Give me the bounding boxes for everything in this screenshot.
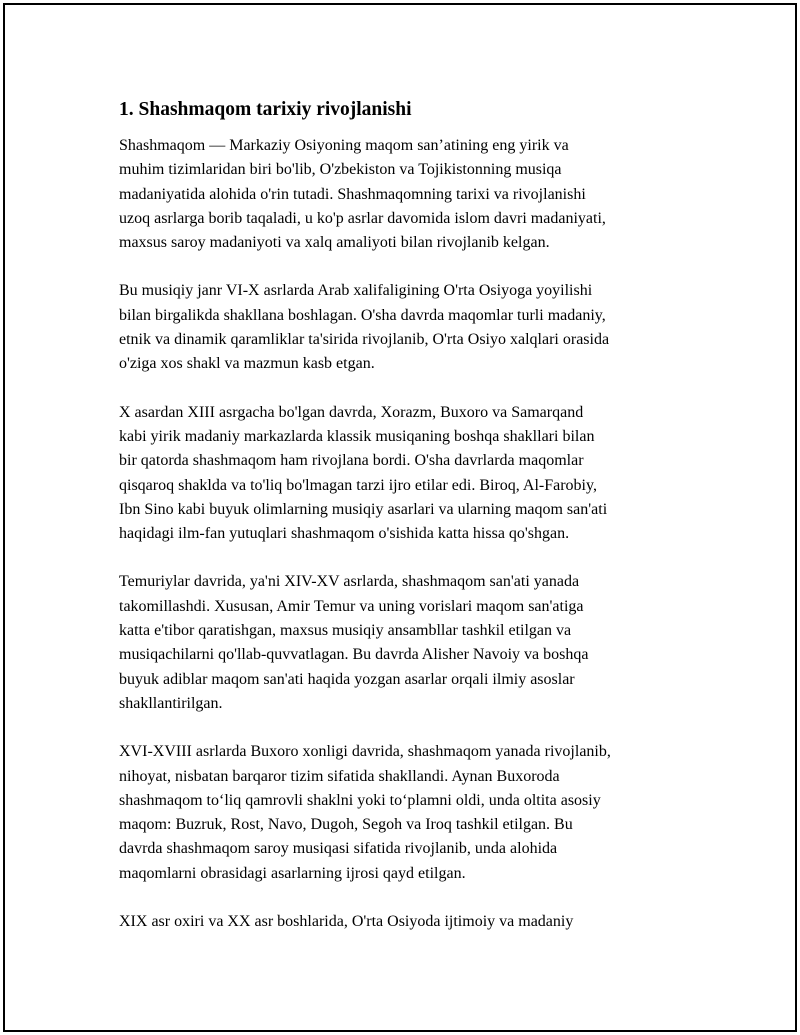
text-line: Shashmaqom — Markaziy Osiyoning maqom san’atining eng yirik va (119, 137, 569, 154)
text-line: maqom: Buzruk, Rost, Navo, Dugoh, Segoh va Iroq tashkil etilgan. Bu (119, 816, 573, 834)
text-line: davrda shashmaqom saroy musiqasi sifatida rivojlanib, unda alohida (119, 840, 558, 858)
text-line: etnik va dinamik qaramliklar ta'sirida rivojlanib, O'rta Osiyo xalqlari orasida (119, 331, 610, 349)
text-line: takomillashdi. Xususan, Amir Temur va uning vorislari maqom san'atiga (119, 597, 584, 615)
text-line: maxsus saroy madaniyoti va xalq amaliyoti bilan rivojlanib kelgan. (119, 234, 550, 252)
text-line: katta e'tibor qaratishgan, maxsus musiqiy ansambllar tashkil etilgan va (119, 622, 572, 640)
text-line: bir qatorda shashmaqom ham rivojlana bordi. O'sha davrlarda maqomlar (119, 452, 584, 470)
section-heading: 1. Shashmaqom tarixiy rivojlanishi (119, 99, 412, 120)
paragraph-3 (119, 401, 699, 547)
text-line: qisqaroq shaklda va to'liq bo'lmagan tarzi ijro etilar edi. Biroq, Al-Farobiy, (119, 476, 597, 494)
text-line: buyuk adiblar maqom san'ati haqida yozgan asarlar orqali ilmiy asoslar (119, 670, 575, 688)
text-line: uzoq asrlarga borib taqaladi, u ko'p asrlar davomida islom davri madaniyati, (119, 209, 606, 227)
text-line: XIX asr oxiri va XX asr boshlarida, O'rta Osiyoda ijtimoiy va madaniy (119, 913, 574, 931)
text-line: madaniyatida alohida o'rin tutadi. Shashmaqomning tarixi va rivojlanishi (119, 185, 586, 203)
text-line: shakllantirilgan. (119, 694, 223, 712)
page-frame (3, 3, 797, 1032)
text-line: bilan birgalikda shakllana boshlagan. O'sha davrda maqomlar turli madaniy, (119, 306, 606, 324)
text-line: nihoyat, nisbatan barqaror tizim sifatida shakllandi. Aynan Buxoroda (119, 767, 560, 785)
paragraph-1 (119, 134, 699, 255)
text-line: Bu musiqiy janr VI-X asrlarda Arab xalifaligining O'rta Osiyoga yoyilishi (119, 282, 593, 300)
paragraph-5 (119, 740, 699, 886)
text-line: Temuriylar davrida, ya'ni XIV-XV asrlarda, shashmaqom san'ati yanada (119, 573, 580, 591)
text-line: muhim tizimlaridan biri bo'lib, O'zbekiston va Tojikistonning musiqa (119, 161, 562, 179)
paragraph-4 (119, 570, 699, 716)
text-line: musiqachilarni qo'llab-quvvatlagan. Bu davrda Alisher Navoiy va boshqa (119, 646, 589, 664)
text-line: XVI-XVIII asrlarda Buxoro xonligi davrida, shashmaqom yanada rivojlanib, (119, 743, 611, 761)
text-line: o'ziga xos shakl va mazmun kasb etgan. (119, 355, 375, 373)
document-body (119, 97, 699, 958)
text-line: X asardan XIII asrgacha bo'lgan davrda, Xorazm, Buxoro va Samarqand (119, 403, 584, 421)
paragraph-2 (119, 279, 699, 376)
text-line: maqomlarni obrasidagi asarlarning ijrosi qayd etilgan. (119, 864, 466, 882)
text-line: shashmaqom to‘liq qamrovli shaklni yoki to‘plamni oldi, unda oltita asosiy (119, 791, 601, 809)
text-line: Ibn Sino kabi buyuk olimlarning musiqiy asarlari va ularning maqom san'ati (119, 500, 608, 518)
text-line: haqidagi ilm-fan yutuqlari shashmaqom o'sishida katta hissa qo'shgan. (119, 525, 570, 543)
paragraph-6 (119, 910, 699, 934)
text-line: kabi yirik madaniy markazlarda klassik musiqaning boshqa shakllari bilan (119, 427, 595, 445)
